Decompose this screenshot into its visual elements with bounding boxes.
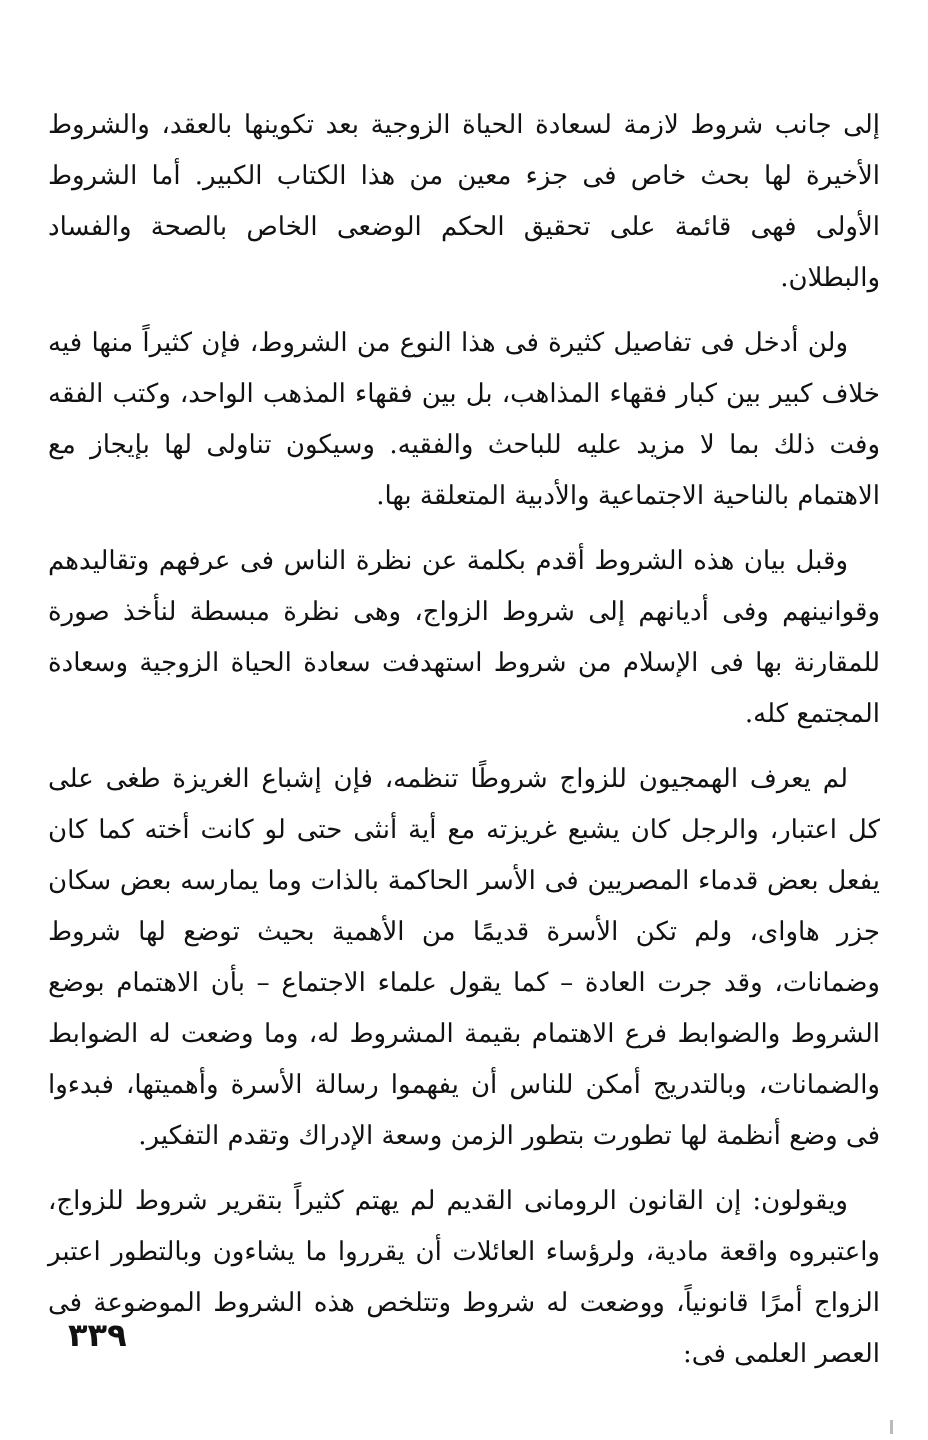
paragraph-2: ولن أدخل فى تفاصيل كثيرة فى هذا النوع من الشروط، فإن كثيراً منها فيه خلاف كبير بين كبار فقهاء المذاهب، بل بين فقهاء المذهب الواحد، وكتب الفقه وفت ذلك بما لا مزيد عليه للباحث والفقيه. وسيكون تناولى لها بإيجاز مع الاهتمام بالناحية الاجتماعية والأدبية المتعلقة بها. <box>48 328 880 511</box>
page-text-column <box>48 100 880 1394</box>
scan-mark <box>890 1420 893 1434</box>
paragraph-1: إلى جانب شروط لازمة لسعادة الحياة الزوجية بعد تكوينها بالعقد، والشروط الأخيرة لها بحث خاص فى جزء معين من هذا الكتاب الكبير. أما الشروط الأولى فهى قائمة على تحقيق الحكم الوضعى الخاص بالصحة والفساد والبطلان. <box>48 110 880 293</box>
paragraph-5: ويقولون: إن القانون الرومانى القديم لم يهتم كثيراً بتقرير شروط للزواج، واعتبروه واقعة مادية، ولرؤساء العائلات أن يقرروا ما يشاءون وبالتطور اعتبر الزواج أمرًا قانونياً، ووضعت له شروط وتتلخص هذه الشروط الموضوعة فى العصر العلمى فى: <box>48 1186 880 1369</box>
paragraph-4: لم يعرف الهمجيون للزواج شروطًا تنظمه، فإن إشباع الغريزة طغى على كل اعتبار، والرجل كان يشبع غريزته مع أية أنثى حتى لو كانت أخته كما كان يفعل بعض قدماء المصريين فى الأسر الحاكمة بالذات وما يمارسه بعض سكان جزر هاواى، ولم تكن الأسرة قديمًا من الأهمية بحيث توضع لها شروط وضمانات، وقد جرت العادة – كما يقول علماء الاجتماع – بأن الاهتمام بوضع الشروط والضوابط فرع الاهتمام بقيمة المشروط له، وما وضعت له الضوابط والضمانات، وبالتدريج أمكن للناس أن يفهموا رسالة الأسرة وأهميتها، فبدءوا فى وضع أنظمة لها تطورت بتطور الزمن وسعة الإدراك وتقدم التفكير. <box>48 764 880 1151</box>
paragraph-3: وقبل بيان هذه الشروط أقدم بكلمة عن نظرة الناس فى عرفهم وتقاليدهم وقوانينهم وفى أديانهم إلى شروط الزواج، وهى نظرة مبسطة لنأخذ صورة للمقارنة بها فى الإسلام من شروط استهدفت سعادة الحياة الزوجية وسعادة المجتمع كله. <box>48 546 880 729</box>
page-number: ٣٣٩ <box>68 1316 127 1354</box>
